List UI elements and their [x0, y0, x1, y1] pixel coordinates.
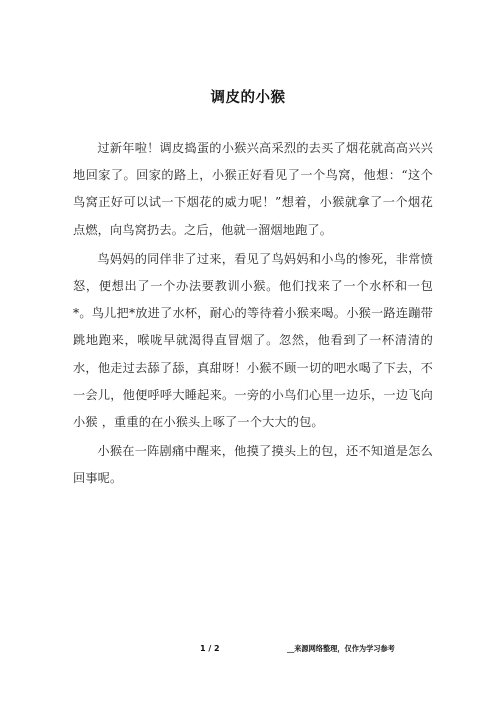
document-title: 调皮的小猴 [210, 90, 286, 106]
footer-note: __来源网络整理，仅作为学习参考 [287, 644, 395, 653]
page-footer [0, 644, 496, 658]
paragraph-2: 鸟妈妈的同伴非了过来，看见了鸟妈妈和小鸟的惨死，非常愤怒，便想出了一个办法要教训小猴。他们找来了一个水杯和一包*。鸟儿把*放进了水杯，耐心的等待着小猴来喝。小猴一路连蹦带跳地跑来，喉咙早就渴得直冒烟了。忽然，他看到了一杯清清的水，他走过去舔了舔，真甜呀！小猴不顾一切的吧水喝了下去，不一会儿，他便呼呼大睡起来。一旁的小鸟们心里一边乐，一边飞向小猴 ，重重的在小猴头上啄了一个大大的包。 [73, 251, 433, 430]
page-number: 1 / 2 [200, 644, 220, 653]
paragraph-1: 过新年啦！调皮捣蛋的小猴兴高采烈的去买了烟花就高高兴兴地回家了。回家的路上，小猴正好看见了一个鸟窝，他想：“这个鸟窝正好可以试一下烟花的威力呢！”想着，小猴就拿了一个烟花点燃，向鸟窝扔去。之后，他就一溜烟地跑了。 [73, 141, 433, 237]
paragraph-3: 小猴在一阵剧痛中醒来，他摸了摸头上的包，还不知道是怎么回事呢。 [73, 444, 433, 486]
document-body [73, 135, 433, 495]
